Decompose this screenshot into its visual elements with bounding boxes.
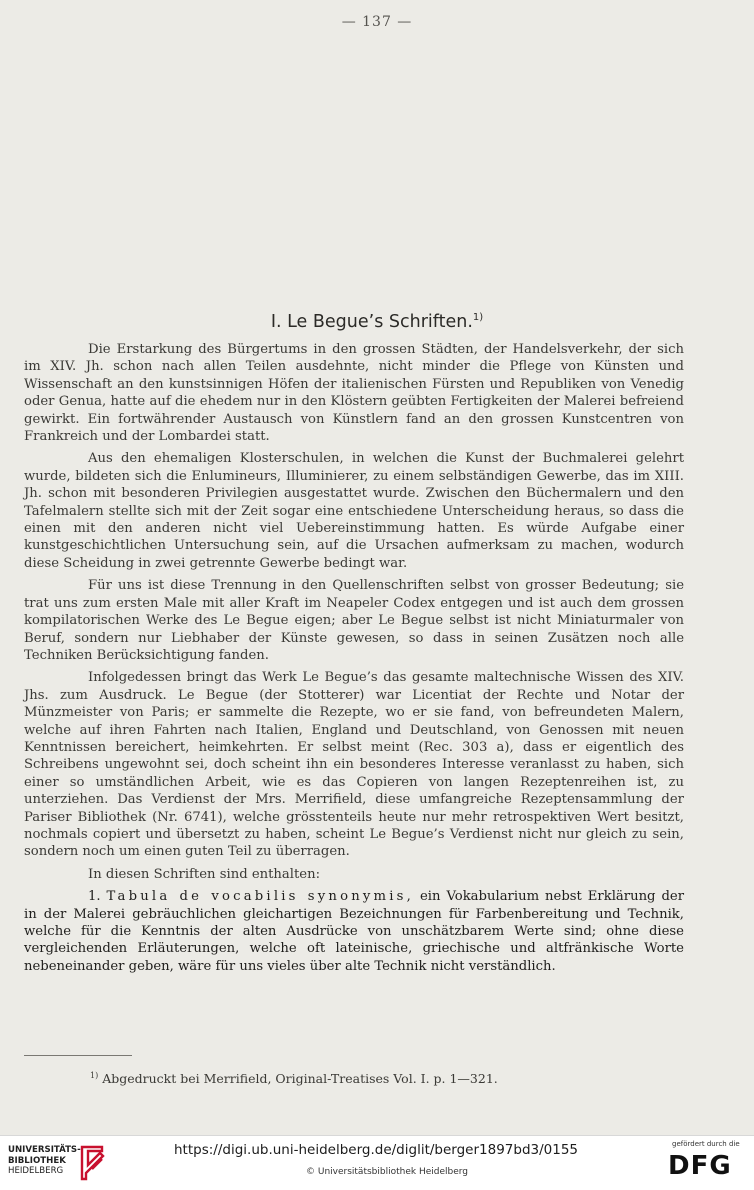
list-item-1 <box>24 888 684 975</box>
footnote-marker: 1) <box>90 1071 99 1080</box>
footnote-text: Abgedruckt bei Merrifield, Original-Treatises Vol. I. p. 1—321. <box>98 1071 498 1087</box>
library-footer <box>0 1135 754 1190</box>
dfg-logo[interactable]: DFG <box>668 1151 732 1181</box>
footnote-rule <box>24 1055 132 1056</box>
section-heading-text: I. Le Begue’s Schriften. <box>270 312 473 332</box>
body-text <box>24 341 684 975</box>
ub-heidelberg-logo[interactable] <box>8 1143 128 1183</box>
library-line-2: BIBLIOTHEK <box>8 1155 66 1166</box>
permalink-url[interactable]: https://digi.ub.uni-heidelberg.de/diglit/berger1897bd3/0155 <box>174 1142 579 1158</box>
paragraph-2: Aus den ehemaligen Klosterschulen, in welchen die Kunst der Buchmalerei gelehrt wurde, bildeten sich die Enlumineurs, Illuminierer, zu einem selbständigen Gewerbe, das im XIII. Jh. schon mit besonderen Privilegien ausgestattet wurde. Zwischen den Büchermalern und den Tafelmalern stellte sich mit der Zeit sogar eine entschiedene Unterscheidung heraus, so dass die einen mit den anderen nicht viel Uebereinstimmung hatten. Es würde Aufgabe einer kunstgeschichtlichen Untersuchung sein, auf die Ursachen aufmerksam zu machen, wodurch diese Scheidung in zwei getrennte Gewerbe bedingt war. <box>24 451 684 571</box>
list-item-text: ein Vokabularium nebst Erklärung der in der Malerei gebräuchlichen gleichartigen Bezeichnungen für Farbenbereitung und Technik, welche für die Kenntnis der alten Ausdrücke von unschätzbarem Werte sind; ohne diese vergleichenden Erläuterungen, welche oft lateinische, griechische und altfränkische Worte nebeneinander geben, wäre für uns vieles über alte Technik nicht verständlich. <box>24 889 684 974</box>
paragraph-1: Die Erstarkung des Bürgertums in den grossen Städten, der Handelsverkehr, der sich im XIV. Jh. schon nach allen Teilen ausdehnte, nicht minder die Pflege von Künsten und Wissenschaft an den kunstsinnigen Höfen der italienischen Fürsten und Republiken von Venedig oder Genua, hatte auf die ehedem nur in den Klöstern geübten Fertigkeiten der Malerei befreiend gewirkt. Ein fortwährender Austausch von Künstlern fand an den grossen Kunstcentren von Frankreich und der Lombardei statt. <box>24 342 684 445</box>
paragraph-4: Infolgedessen bringt das Werk Le Begue’s das gesamte maltechnische Wissen des XIV. Jhs. zum Ausdruck. Le Begue (der Stotterer) war Licentiat der Rechte und Notar der Münzmeister von Paris; er sammelte die Rezepte, wo er sie fand, von befreundeten Malern, welche auf ihren Fahrten nach Italien, England und Deutschland, von Genossen mit neuen Kenntnissen bereichert, heimkehrten. Er selbst meint (Rec. 303 a), dass er eigentlich des Schreibens ungewohnt sei, doch scheint ihn ein besonderes Interesse veranlasst zu haben, sich einer so umständlichen Arbeit, wie es das Copieren von langen Rezeptenreihen ist, zu unterziehen. Das Verdienst der Mrs. Merrifield, diese umfangreiche Rezeptensammlung der Pariser Bibliothek (Nr. 6741), welche grösstenteils heute nur mehr retrospektiven Wert besitzt, nochmals copiert und übersetzt zu haben, scheint Le Begue’s Verdienst nicht nur gleich zu sein, sondern noch um einen guten Teil zu überragen. <box>24 670 684 860</box>
copyright-notice: © Universitätsbibliothek Heidelberg <box>306 1167 469 1177</box>
list-item-number: 1. <box>88 889 101 905</box>
section-heading <box>0 312 754 332</box>
library-name <box>8 1145 81 1177</box>
heading-footnote-ref: 1) <box>472 312 484 324</box>
page-number: — 137 — <box>341 14 413 30</box>
paragraph-3: Für uns ist diese Trennung in den Quellenschriften selbst von grosser Bedeutung; sie trat uns zum ersten Male mit aller Kraft im Neapeler Codex entgegen und ist auch dem grossen kompilatorischen Werke des Le Begue eigen; aber Le Begue selbst ist nicht Miniaturmaler von Beruf, sondern nur Liebhaber der Künste gewesen, so dass in seinen Zusätzen noch alle Techniken Berücksichtigung fanden. <box>24 578 684 663</box>
ub-mark-icon <box>78 1143 106 1183</box>
paragraph-5: In diesen Schriften sind enthalten: <box>88 866 321 882</box>
library-line-1: UNIVERSITÄTS- <box>8 1145 81 1155</box>
footnote <box>90 1071 690 1086</box>
dfg-label: gefördert durch die <box>672 1140 740 1148</box>
list-item-title: Tabula de vocabilis synonymis, <box>106 889 415 905</box>
library-line-3: HEIDELBERG <box>8 1166 64 1176</box>
